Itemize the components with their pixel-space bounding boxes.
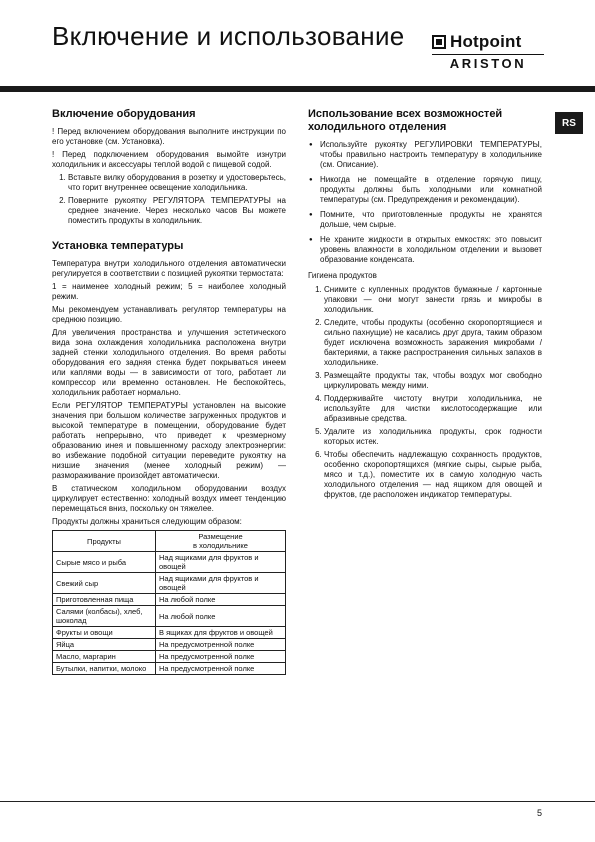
hygiene-step-5: 5. Удалите из холодильника продукты, срок годности которых истек. (324, 427, 542, 447)
usage-bullet-3: ● Помните, что приготовленные продукты не хранятся дольше, чем сырые. (320, 210, 542, 230)
table-row (53, 663, 286, 675)
hygiene-step-6: 6. Чтобы обеспечить надлежащую сохранность продуктов, особенно скоропортящихся (мягкие сыры, сырые рыба, мясо и т.д.), поместите их в самую холодную часть холодильного отделения — над ящиком для овощей и фруктов, где расположен индикатор температуры. (324, 450, 542, 500)
temperature-para-3: Мы рекомендуем устанавливать регулятор температуры на среднюю позицию. (52, 305, 286, 324)
section-title-temperature: Установка температуры (52, 240, 184, 252)
brand-divider (432, 54, 544, 55)
hygiene-step-3: 3. Размещайте продукты так, чтобы воздух мог свободно циркулировать между ними. (324, 371, 542, 391)
table-header-placement: Размещение в холодильнике (156, 531, 286, 552)
table-cell: На предусмотренной полке (156, 639, 286, 651)
table-row (53, 552, 286, 573)
startup-note-2: ! Перед подключением оборудования вымойте изнутри холодильник и аксессуары теплой водой с пищевой содой. (52, 150, 286, 169)
table-header-row (53, 531, 286, 552)
section-title-startup: Включение оборудования (52, 108, 196, 120)
left-column (52, 108, 286, 675)
startup-steps (52, 173, 286, 226)
table-header-products: Продукты (53, 531, 156, 552)
table-cell: Сырые мясо и рыба (53, 552, 156, 573)
table-cell: Свежий сыр (53, 573, 156, 594)
language-badge: RS (555, 112, 583, 134)
usage-bullet-1: ● Используйте рукоятку РЕГУЛИРОВКИ ТЕМПЕРАТУРЫ, чтобы правильно настроить температуру в холодильнике (см. Описание). (320, 140, 542, 170)
table-cell: Приготовленная пища (53, 594, 156, 606)
table-row (53, 573, 286, 594)
table-cell: В ящиках для фруктов и овощей (156, 627, 286, 639)
table-cell: На любой полке (156, 606, 286, 627)
table-cell: На предусмотренной полке (156, 663, 286, 675)
hygiene-step-1: 1. Снимите с купленных продуктов бумажные / картонные упаковки — они могут занести грязь и микробы в холодильник. (324, 285, 542, 315)
startup-note-1: ! Перед включением оборудования выполните инструкции по его установке (см. Установка). (52, 127, 286, 146)
temperature-para-4: Для увеличения пространства и улучшения эстетического вида зона охлаждения холодильника расположена внутри задней стенки холодильного отделения. Во время работы оборудования его задняя стенка будет покрываться инеем или каплями воды — в зависимости от того, работает ли компрессор или временно остановлен. Не беспокойтесь, холодильник работает нормально. (52, 328, 286, 397)
hygiene-step-4: 4. Поддерживайте чистоту внутри холодильника, не используйте для чистки кислотосодержащие или абразивные средства. (324, 394, 542, 424)
brand-logo (432, 32, 544, 71)
table-cell: Над ящиками для фруктов и овощей (156, 552, 286, 573)
table-cell: Бутылки, напитки, молоко (53, 663, 156, 675)
table-cell: Масло, маргарин (53, 651, 156, 663)
table-cell: Яйца (53, 639, 156, 651)
table-row (53, 639, 286, 651)
brand-mark-icon (432, 35, 446, 49)
table-row (53, 606, 286, 627)
table-row (53, 594, 286, 606)
hygiene-title: Гигиена продуктов (308, 271, 377, 280)
startup-step-1: 1. Вставьте вилку оборудования в розетку и удостоверьтесь, что горит внутреннее освещение холодильника. (68, 173, 286, 193)
page-number: 5 (537, 808, 543, 818)
storage-table (52, 530, 286, 675)
page-title: Включение и использование (52, 21, 405, 51)
usage-bullet-4: ● Не храните жидкости в открытых емкостях: это повысит уровень влажности в холодильном отделении и вызовет образование конденсата. (320, 235, 542, 265)
usage-bullets (308, 140, 542, 265)
startup-step-2: 2. Поверните рукоятку РЕГУЛЯТОРА ТЕМПЕРАТУРЫ на среднее значение. Через несколько часов Вы можете поместить продукты в холодильник. (68, 196, 286, 226)
table-cell: На предусмотренной полке (156, 651, 286, 663)
temperature-para-6: В статическом холодильном оборудовании воздух циркулирует естественно: холодный воздух имеет тенденцию перемещаться вниз, поскольку он тяжелее. (52, 484, 286, 513)
hygiene-step-2: 2. Следите, чтобы продукты (особенно скоропортящиеся и сильно пахнущие) не касались друг друга, таким образом будет исключена возможность заражения микробами / бактериями, а также распространения сильных запахов в холодильнике. (324, 318, 542, 368)
table-cell: На любой полке (156, 594, 286, 606)
table-row (53, 651, 286, 663)
temperature-para-5: Если РЕГУЛЯТОР ТЕМПЕРАТУРЫ установлен на высокие значения при большом количестве загруженных продуктов и высокой температуре в помещении, оборудование будет работать непрерывно, что приведет к чрезмерному образованию инея и повышенному расходу электроэнергии: во избежание подобной ситуации переведите рукоятку на низшие значения (менее холодный режим) — размораживание произойдет автоматически. (52, 401, 286, 480)
brand-name: Hotpoint (450, 32, 522, 51)
footer-rule (0, 801, 595, 802)
right-column (308, 108, 542, 505)
usage-bullet-2: ● Никогда не помещайте в отделение горячую пищу, продукты должны быть холодными или комнатной температуры (см. Предупреждения и рекомендации). (320, 175, 542, 205)
hygiene-steps (308, 285, 542, 500)
temperature-para-7: Продукты должны храниться следующим образом: (52, 517, 242, 526)
table-cell: Фрукты и овощи (53, 627, 156, 639)
table-cell: Салями (колбасы), хлеб, шоколад (53, 606, 156, 627)
table-cell: Над ящиками для фруктов и овощей (156, 573, 286, 594)
temperature-para-2: 1 = наименее холодный режим; 5 = наиболее холодный режим. (52, 282, 286, 301)
section-title-usage: Использование всех возможностей холодильного отделения (308, 108, 503, 133)
temperature-para-1: Температура внутри холодильного отделения автоматически регулируется в соответствии с позицией рукоятки термостата: (52, 259, 286, 278)
table-row (53, 627, 286, 639)
header-rule (0, 86, 595, 92)
brand-subname: ARISTON (449, 56, 527, 71)
